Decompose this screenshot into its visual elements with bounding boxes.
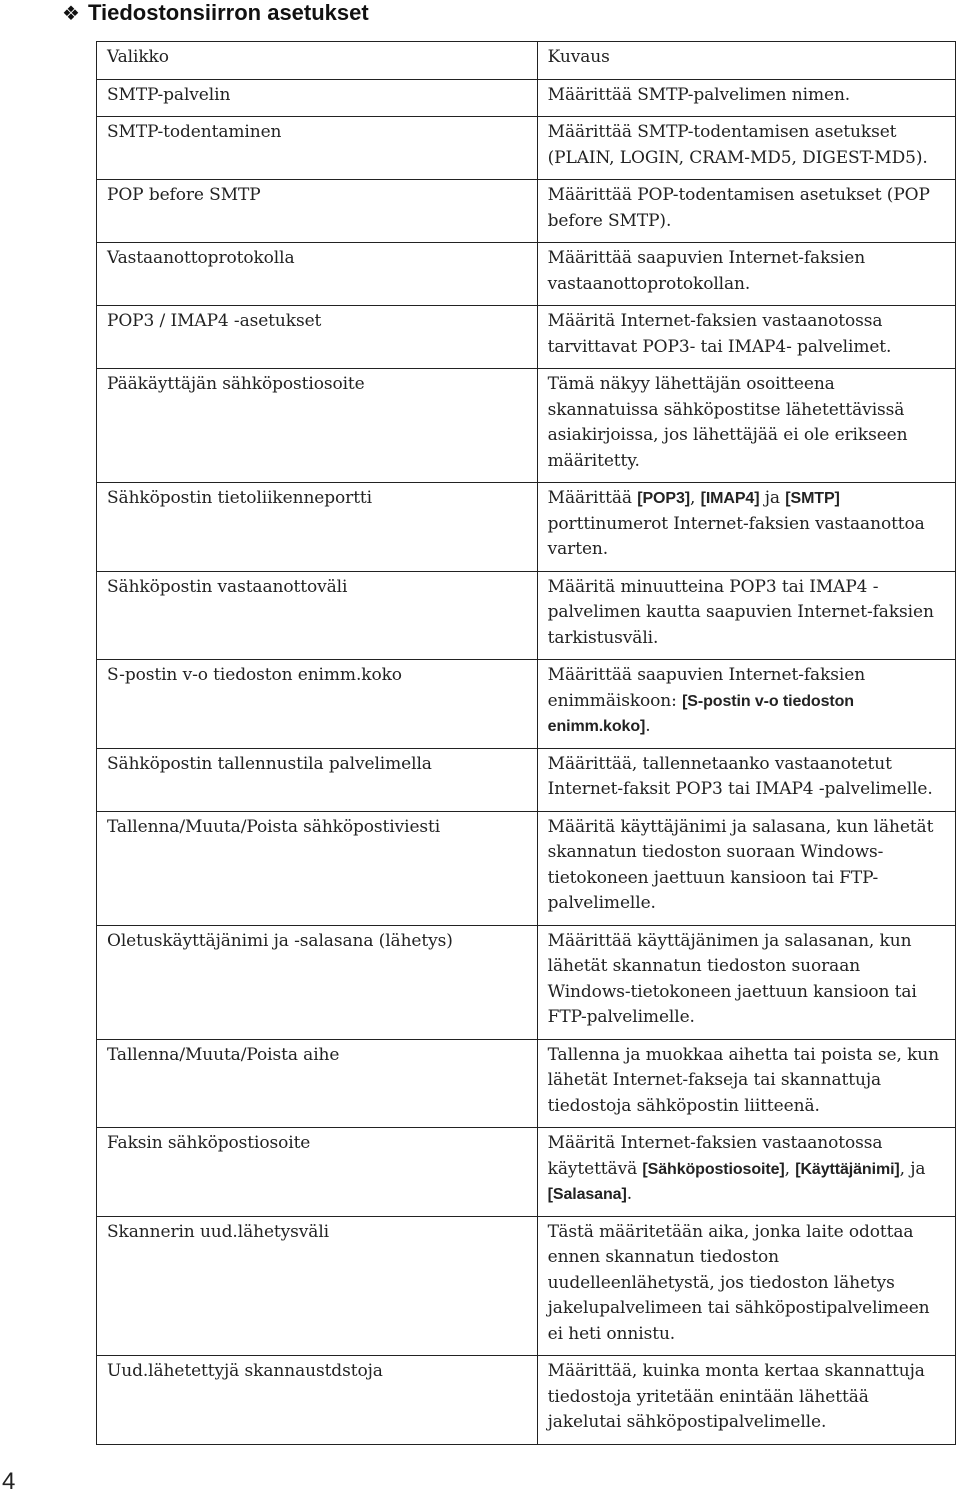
description-cell: Määrittää POP-todentamisen asetukset (POP before SMTP). <box>537 180 955 243</box>
description-cell: Määrittää, tallennetaanko vastaanotetut Internet-faksit POP3 tai IMAP4 -palvelimelle. <box>537 748 955 811</box>
description-cell: Määrittää käyttäjänimen ja salasanan, kun lähetät skannatun tiedoston suoraan Windows-tietokoneen jaettuun kansioon tai FTP-palvelimelle. <box>537 925 955 1039</box>
key-password: [Salasana] <box>547 1186 627 1203</box>
table-row <box>97 483 956 572</box>
menu-cell: S-postin v-o tiedoston enimm.koko <box>97 660 538 749</box>
description-cell <box>537 660 955 749</box>
settings-table <box>96 41 956 1445</box>
desc-text: Määrittää <box>547 488 638 508</box>
table-row <box>97 748 956 811</box>
header-menu: Valikko <box>97 42 538 80</box>
menu-cell: POP before SMTP <box>97 180 538 243</box>
desc-text: , <box>689 488 701 508</box>
diamond-bullet-icon: ❖ <box>62 3 80 25</box>
key-smtp: [SMTP] <box>785 490 840 507</box>
description-cell <box>537 483 955 572</box>
table-row <box>97 369 956 483</box>
description-cell: Tallenna ja muokkaa aihetta tai poista se, kun lähetät Internet-fakseja tai skannattuja tiedostoja sähköpostin liitteenä. <box>537 1039 955 1128</box>
menu-cell: Pääkäyttäjän sähköpostiosoite <box>97 369 538 483</box>
key-username: [Käyttäjänimi] <box>795 1160 900 1178</box>
desc-text: Määritä Internet-faksien vastaanotossa käytettävä <box>547 1133 883 1179</box>
key-email-address: [Sähköpostiosoite] <box>642 1160 785 1178</box>
header-description: Kuvaus <box>537 42 955 80</box>
description-cell: Määrittää SMTP-todentamisen asetukset (PLAIN, LOGIN, CRAM-MD5, DIGEST-MD5). <box>537 117 955 180</box>
menu-cell: Uud.lähetettyjä skannaustdstoja <box>97 1356 538 1445</box>
menu-cell: SMTP-palvelin <box>97 79 538 117</box>
desc-text: , <box>784 1158 796 1179</box>
table-row <box>97 571 956 660</box>
table-row <box>97 1039 956 1128</box>
menu-cell: Tallenna/Muuta/Poista sähköpostiviesti <box>97 811 538 925</box>
table-row <box>97 306 956 369</box>
menu-cell: Faksin sähköpostiosoite <box>97 1128 538 1217</box>
key-max-size: [S-postin v-o tiedoston enimm.koko] <box>547 692 854 735</box>
section-title: Tiedostonsiirron asetukset <box>87 0 369 25</box>
desc-text: Määrittää saapuvien Internet-faksien enimmäiskoon: <box>547 665 866 711</box>
table-row <box>97 660 956 749</box>
menu-cell: Skannerin uud.lähetysväli <box>97 1216 538 1356</box>
desc-text: porttinumerot Internet-faksien vastaanottoa varten. <box>547 513 925 559</box>
description-cell: Määritä käyttäjänimi ja salasana, kun lähetät skannatun tiedoston suoraan Windows-tietokoneen jaettuun kansioon tai FTP-palvelimelle. <box>537 811 955 925</box>
description-cell: Määrittää SMTP-palvelimen nimen. <box>537 79 955 117</box>
description-cell: Määritä Internet-faksien vastaanotossa tarvittavat POP3- tai IMAP4- palvelimet. <box>537 306 955 369</box>
desc-text: , ja <box>899 1158 926 1179</box>
table-row <box>97 180 956 243</box>
key-imap4: [IMAP4] <box>700 490 760 507</box>
description-cell: Tämä näkyy lähettäjän osoitteena skannatuissa sähköpostitse lähetettävissä asiakirjoissa, jos lähettäjää ei ole erikseen määritetty. <box>537 369 955 483</box>
table-row <box>97 79 956 117</box>
menu-cell: SMTP-todentaminen <box>97 117 538 180</box>
menu-cell: Sähköpostin tietoliikenneportti <box>97 483 538 572</box>
table-row <box>97 117 956 180</box>
menu-cell: Vastaanottoprotokolla <box>97 243 538 306</box>
section-heading <box>62 0 369 26</box>
desc-text: . <box>626 1184 632 1204</box>
table-row <box>97 811 956 925</box>
menu-cell: Sähköpostin tallennustila palvelimella <box>97 748 538 811</box>
table-row <box>97 1356 956 1445</box>
description-cell: Määrittää, kuinka monta kertaa skannattuja tiedostoja yritetään enintään lähettää jakelutai sähköpostipalvelimelle. <box>537 1356 955 1445</box>
description-cell <box>537 1128 955 1217</box>
description-cell: Määritä minuutteina POP3 tai IMAP4 -palvelimen kautta saapuvien Internet-faksien tarkistusväli. <box>537 571 955 660</box>
desc-text: ja <box>759 488 786 508</box>
page-number: 4 <box>2 1468 16 1495</box>
table-row <box>97 1128 956 1217</box>
table-row <box>97 243 956 306</box>
menu-cell: Oletuskäyttäjänimi ja -salasana (lähetys) <box>97 925 538 1039</box>
description-cell: Tästä määritetään aika, jonka laite odottaa ennen skannatun tiedoston uudelleenlähetystä, jos tiedoston lähetys jakelupalvelimeen tai sähköpostipalvelimeen ei heti onnistu. <box>537 1216 955 1356</box>
menu-cell: POP3 / IMAP4 -asetukset <box>97 306 538 369</box>
menu-cell: Tallenna/Muuta/Poista aihe <box>97 1039 538 1128</box>
table-row <box>97 1216 956 1356</box>
table-row <box>97 925 956 1039</box>
key-pop3: [POP3] <box>637 490 690 507</box>
description-cell: Määrittää saapuvien Internet-faksien vastaanottoprotokollan. <box>537 243 955 306</box>
table-header-row <box>97 42 956 80</box>
desc-text: . <box>645 716 651 736</box>
menu-cell: Sähköpostin vastaanottoväli <box>97 571 538 660</box>
